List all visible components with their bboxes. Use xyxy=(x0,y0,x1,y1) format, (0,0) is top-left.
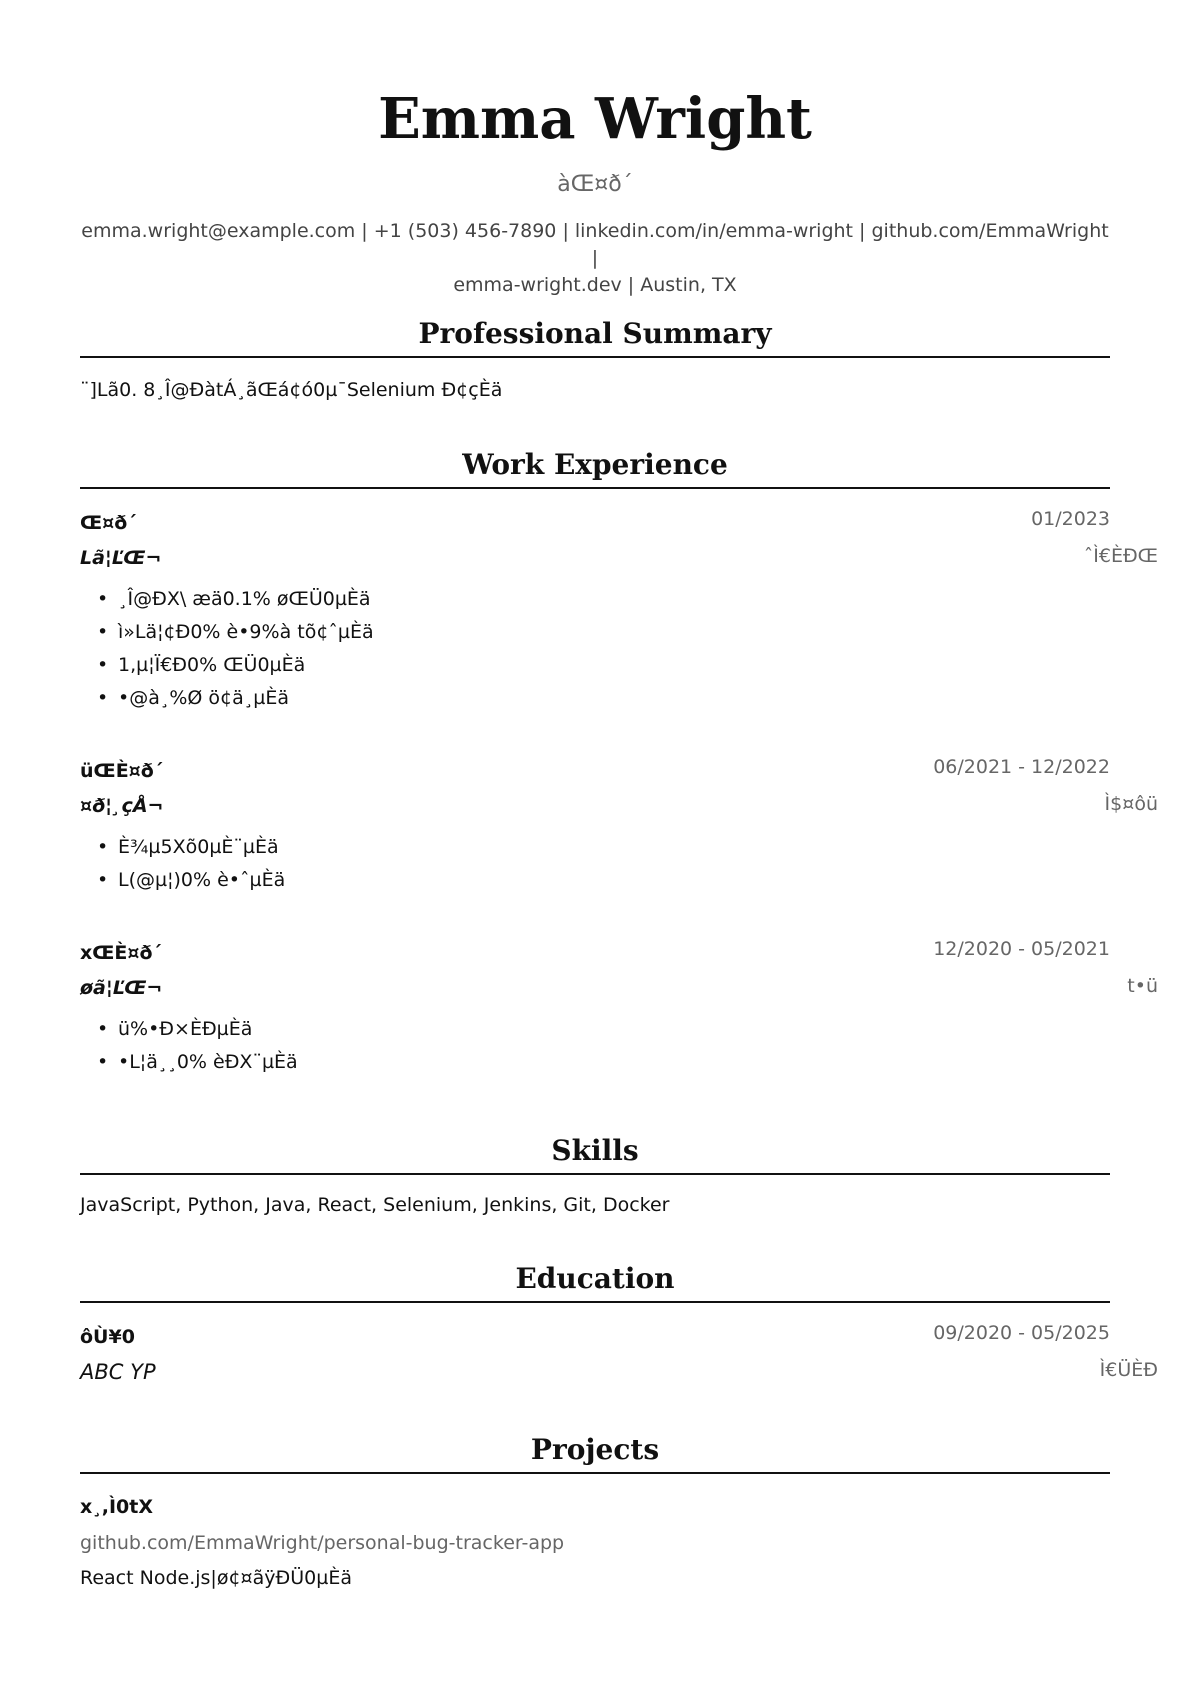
projects-divider xyxy=(80,1472,1110,1474)
skills-heading: Skills xyxy=(551,1134,639,1167)
education-school: ôÙ¥0 xyxy=(80,1326,135,1348)
project-name: x¸,Ì0tX xyxy=(80,1496,153,1518)
job-2-role: üŒÈ¤ð´ xyxy=(80,760,164,782)
experience-heading: Work Experience xyxy=(462,448,728,481)
job-3-location: t•ü xyxy=(1127,975,1158,997)
summary-divider xyxy=(80,356,1110,358)
list-item: • L(@µ¦)0% è•ˆµÈä xyxy=(97,869,286,891)
list-item: • ì»Lä¦¢Ð0% è•9%à tõ¢ˆµÈä xyxy=(97,621,374,643)
experience-divider xyxy=(80,487,1110,489)
list-item: • ü%•Ð×ÈÐµÈä xyxy=(97,1018,253,1040)
job-2-bullets xyxy=(80,834,285,900)
job-3-company: øã¦ĽŒ¬ xyxy=(80,977,163,999)
candidate-title: àŒ¤ð´ xyxy=(557,172,633,197)
education-degree: ABC YP xyxy=(80,1360,156,1384)
job-1-date: 01/2023 xyxy=(1031,508,1110,530)
job-2-date: 06/2021 - 12/2022 xyxy=(933,756,1110,778)
education-divider xyxy=(80,1301,1110,1303)
education-location: Ì€ÜÈÐ xyxy=(1099,1359,1158,1381)
skills-list: JavaScript, Python, Java, React, Selenium, Jenkins, Git, Docker xyxy=(80,1194,670,1216)
job-3-role: xŒÈ¤ð´ xyxy=(80,942,163,964)
candidate-name: Emma Wright xyxy=(378,86,812,152)
contact-line-1: emma.wright@example.com | +1 (503) 456-7890 | linkedin.com/in/emma-wright | github.com/EmmaWright | xyxy=(81,220,1109,269)
job-3-bullets xyxy=(80,1016,298,1082)
contact-line-2: emma-wright.dev | Austin, TX xyxy=(453,274,737,296)
job-3-date: 12/2020 - 05/2021 xyxy=(933,938,1110,960)
project-description: React Node.js|ø¢¤ãÿÐÜ0µÈä xyxy=(80,1567,352,1589)
job-1-role: Œ¤ð´ xyxy=(80,512,137,534)
job-1-bullets xyxy=(80,586,374,718)
skills-divider xyxy=(80,1173,1110,1175)
list-item: • •@à¸%Ø ö¢ä¸µÈä xyxy=(97,687,289,709)
job-2-location: Ì$¤ôü xyxy=(1104,793,1158,815)
list-item: • È¾µ5Xõ0µÈ¨µÈä xyxy=(97,836,279,858)
education-date: 09/2020 - 05/2025 xyxy=(933,1322,1110,1344)
summary-heading: Professional Summary xyxy=(418,317,772,350)
project-link[interactable]: github.com/EmmaWright/personal-bug-tracker-app xyxy=(80,1532,565,1554)
contact-info xyxy=(80,218,1110,299)
projects-heading: Projects xyxy=(530,1433,660,1466)
list-item: • ¸Î@ÐX\ æä0.1% øŒÜ0µÈä xyxy=(97,588,371,610)
list-item: • 1,µ¦Ï€Ð0% ŒÜ0µÈä xyxy=(97,654,306,676)
education-heading: Education xyxy=(515,1262,675,1295)
job-1-company: Lã¦ĽŒ¬ xyxy=(80,547,162,569)
resume-page xyxy=(80,0,1158,1683)
job-1-location: ˆÌ€ÈÐŒ xyxy=(1083,545,1158,567)
job-2-company: ¤ð¦¸çÅ¬ xyxy=(80,795,164,817)
summary-text: ¨]Lã0. 8¸Î@ÐàtÁ¸ãŒá¢ó0µ¯Selenium Ð¢çÈä xyxy=(80,379,503,401)
list-item: • •L¦ä¸¸0% èÐX¨µÈä xyxy=(97,1051,298,1073)
